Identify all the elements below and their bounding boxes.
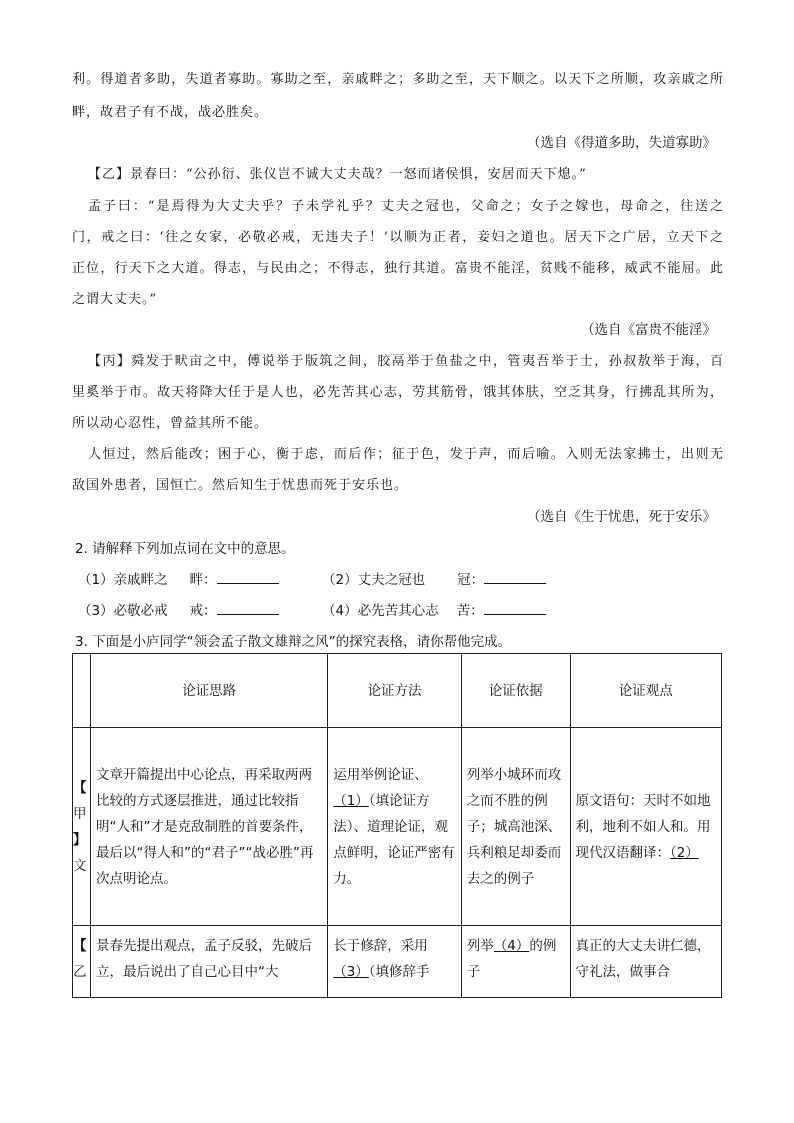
answer-blank-table-4[interactable]: （4） bbox=[493, 938, 530, 954]
row-jia-basis: 列举小城环而攻之而不胜的例子；城高池深、兵利粮足却委而去之的例子 bbox=[461, 728, 570, 926]
passage-a-source: （选自《得道多助，失道寡助》 bbox=[527, 135, 716, 151]
item-4-text: （4）必先苦其心志 bbox=[322, 603, 439, 619]
question-2-item-4 bbox=[322, 599, 546, 619]
passage-b-line-5: 之谓大丈夫。” bbox=[72, 292, 158, 307]
header-corner bbox=[73, 654, 91, 728]
row-yi-label-bracket: 【 bbox=[73, 938, 87, 954]
item-2-text: （2）丈夫之冠也 bbox=[322, 572, 426, 588]
row-yi-thinking: 景春先提出观点，孟子反驳，先破后立，最后说出了自己心目中“大 bbox=[91, 926, 328, 998]
passage-c-line-5: 敌国外患者，国恒亡。然后知生于忧患而死于安乐也。 bbox=[72, 478, 409, 493]
row-jia-label-bracket-close: 】 bbox=[73, 831, 87, 848]
item-4-word: 苦： bbox=[456, 603, 484, 619]
row-yi-method-pre: 长于修辞，采用 bbox=[333, 938, 428, 954]
header-view: 论证观点 bbox=[570, 654, 722, 728]
row-jia-thinking: 文章开篇提出中心论点，再采取两两比较的方式逐层推进，通过比较指明“人和”才是克敌制胜的首要条件，最后以“得人和”的“君子”“战必胜”再次点明论点。 bbox=[91, 728, 328, 926]
row-yi-basis-pre: 列举 bbox=[466, 938, 494, 954]
header-basis: 论证依据 bbox=[461, 654, 570, 728]
table-row-yi bbox=[73, 926, 722, 998]
passage-c-line-2: 里奚举于市。故天将降大任于是人也，必先苦其心志，劳其筋骨，饿其体肤，空乏其身，行拂乱其所为， bbox=[72, 385, 724, 400]
row-jia-method-pre: 运用举例论证、 bbox=[333, 766, 428, 783]
row-yi-basis-post: 的例子 bbox=[466, 938, 557, 980]
table-header-row bbox=[73, 654, 722, 728]
answer-blank-2[interactable] bbox=[484, 571, 546, 584]
passage-b-line-3: 门，戒之曰：‘往之女家，必敬必戒，无违夫子！’以顺为正者，妾妇之道也。居天下之广居，立天下之 bbox=[72, 230, 724, 245]
argument-table bbox=[72, 653, 722, 998]
row-jia-label bbox=[73, 728, 91, 926]
row-jia-label-wen: 文 bbox=[73, 857, 87, 874]
answer-blank-1[interactable] bbox=[217, 571, 279, 584]
passage-b-source: （选自《富贵不能淫》 bbox=[581, 322, 716, 338]
passage-c-source: （选自《生于忧患，死于安乐》 bbox=[527, 509, 716, 525]
header-method: 论证方法 bbox=[328, 654, 462, 728]
passage-b-line-2: 孟子曰：“是焉得为大丈夫乎？子未学礼乎？丈夫之冠也，父命之；女子之嫁也，母命之，往送之 bbox=[88, 199, 724, 214]
row-jia-view bbox=[570, 728, 722, 926]
row-jia-view-pre: 原文语句：天时不如地利，地利不如人和。用现代汉语翻译： bbox=[575, 792, 711, 861]
row-yi-basis bbox=[461, 926, 570, 998]
row-jia-label-bracket-open: 【 bbox=[73, 779, 87, 796]
passage-c-line-4: 人恒过，然后能改；困于心，衡于虑，而后作；征于色，发于声，而后喻。入则无法家拂士，出则无 bbox=[88, 447, 724, 462]
question-2-item-1 bbox=[78, 568, 279, 588]
row-jia-method-post: （填论证方法）、道理论证，观点鲜明，论证严密有力。 bbox=[333, 792, 455, 887]
item-1-text: （1）亲戚畔之 bbox=[78, 572, 168, 588]
answer-blank-table-3[interactable]: （3） bbox=[333, 964, 369, 980]
header-thinking: 论证思路 bbox=[91, 654, 328, 728]
item-2-word: 冠： bbox=[457, 572, 485, 588]
item-3-text: （3）必敬必戒 bbox=[78, 603, 168, 619]
passage-c-line-1: 【丙】舜发于畎亩之中，傅说举于版筑之间，胶鬲举于鱼盐之中，管夷吾举于士，孙叔敖举于海，百 bbox=[88, 354, 724, 369]
passage-a-line-1: 利。得道者多助，失道者寡助。寡助之至，亲戚畔之；多助之至，天下顺之。以天下之所顺，攻亲戚之所 bbox=[72, 72, 724, 87]
item-1-word: 畔： bbox=[189, 572, 217, 588]
row-yi-label-char: 乙 bbox=[73, 964, 87, 980]
passage-a-line-2: 畔，故君子有不战，战必胜矣。 bbox=[72, 105, 269, 120]
passage-c-line-3: 所以动心忍性，曾益其所不能。 bbox=[72, 416, 269, 431]
row-jia-label-char: 甲 bbox=[73, 805, 87, 822]
answer-blank-3[interactable] bbox=[217, 602, 279, 615]
passage-b-line-4: 正位，行天下之大道。得志，与民由之；不得志，独行其道。富贵不能淫，贫贱不能移，威武不能屈。此 bbox=[72, 261, 724, 276]
table-row-jia bbox=[73, 728, 722, 926]
passage-b-line-1: 【乙】景春曰：“公孙衍、张仪岂不诚大丈夫哉？一怒而诸侯惧，安居而天下熄。” bbox=[88, 167, 587, 182]
row-yi-method-post: （填修辞手 bbox=[368, 964, 430, 980]
question-3-stem: 3. 下面是小庐同学“领会孟子散文雄辩之风”的探究表格，请你帮他完成。 bbox=[75, 634, 512, 650]
answer-blank-table-2[interactable]: （2） bbox=[670, 844, 699, 861]
question-2-stem: 2. 请解释下列加点词在文中的意思。 bbox=[75, 541, 295, 557]
answer-blank-table-1[interactable]: （1） bbox=[333, 792, 369, 809]
item-3-word: 戒： bbox=[189, 603, 217, 619]
answer-blank-4[interactable] bbox=[484, 602, 546, 615]
row-yi-label bbox=[73, 926, 91, 998]
row-jia-method bbox=[328, 728, 462, 926]
question-2-item-2 bbox=[322, 568, 546, 588]
row-yi-view: 真正的大丈夫讲仁德，守礼法，做事合 bbox=[570, 926, 722, 998]
question-2-item-3 bbox=[78, 599, 279, 619]
row-yi-method bbox=[328, 926, 462, 998]
